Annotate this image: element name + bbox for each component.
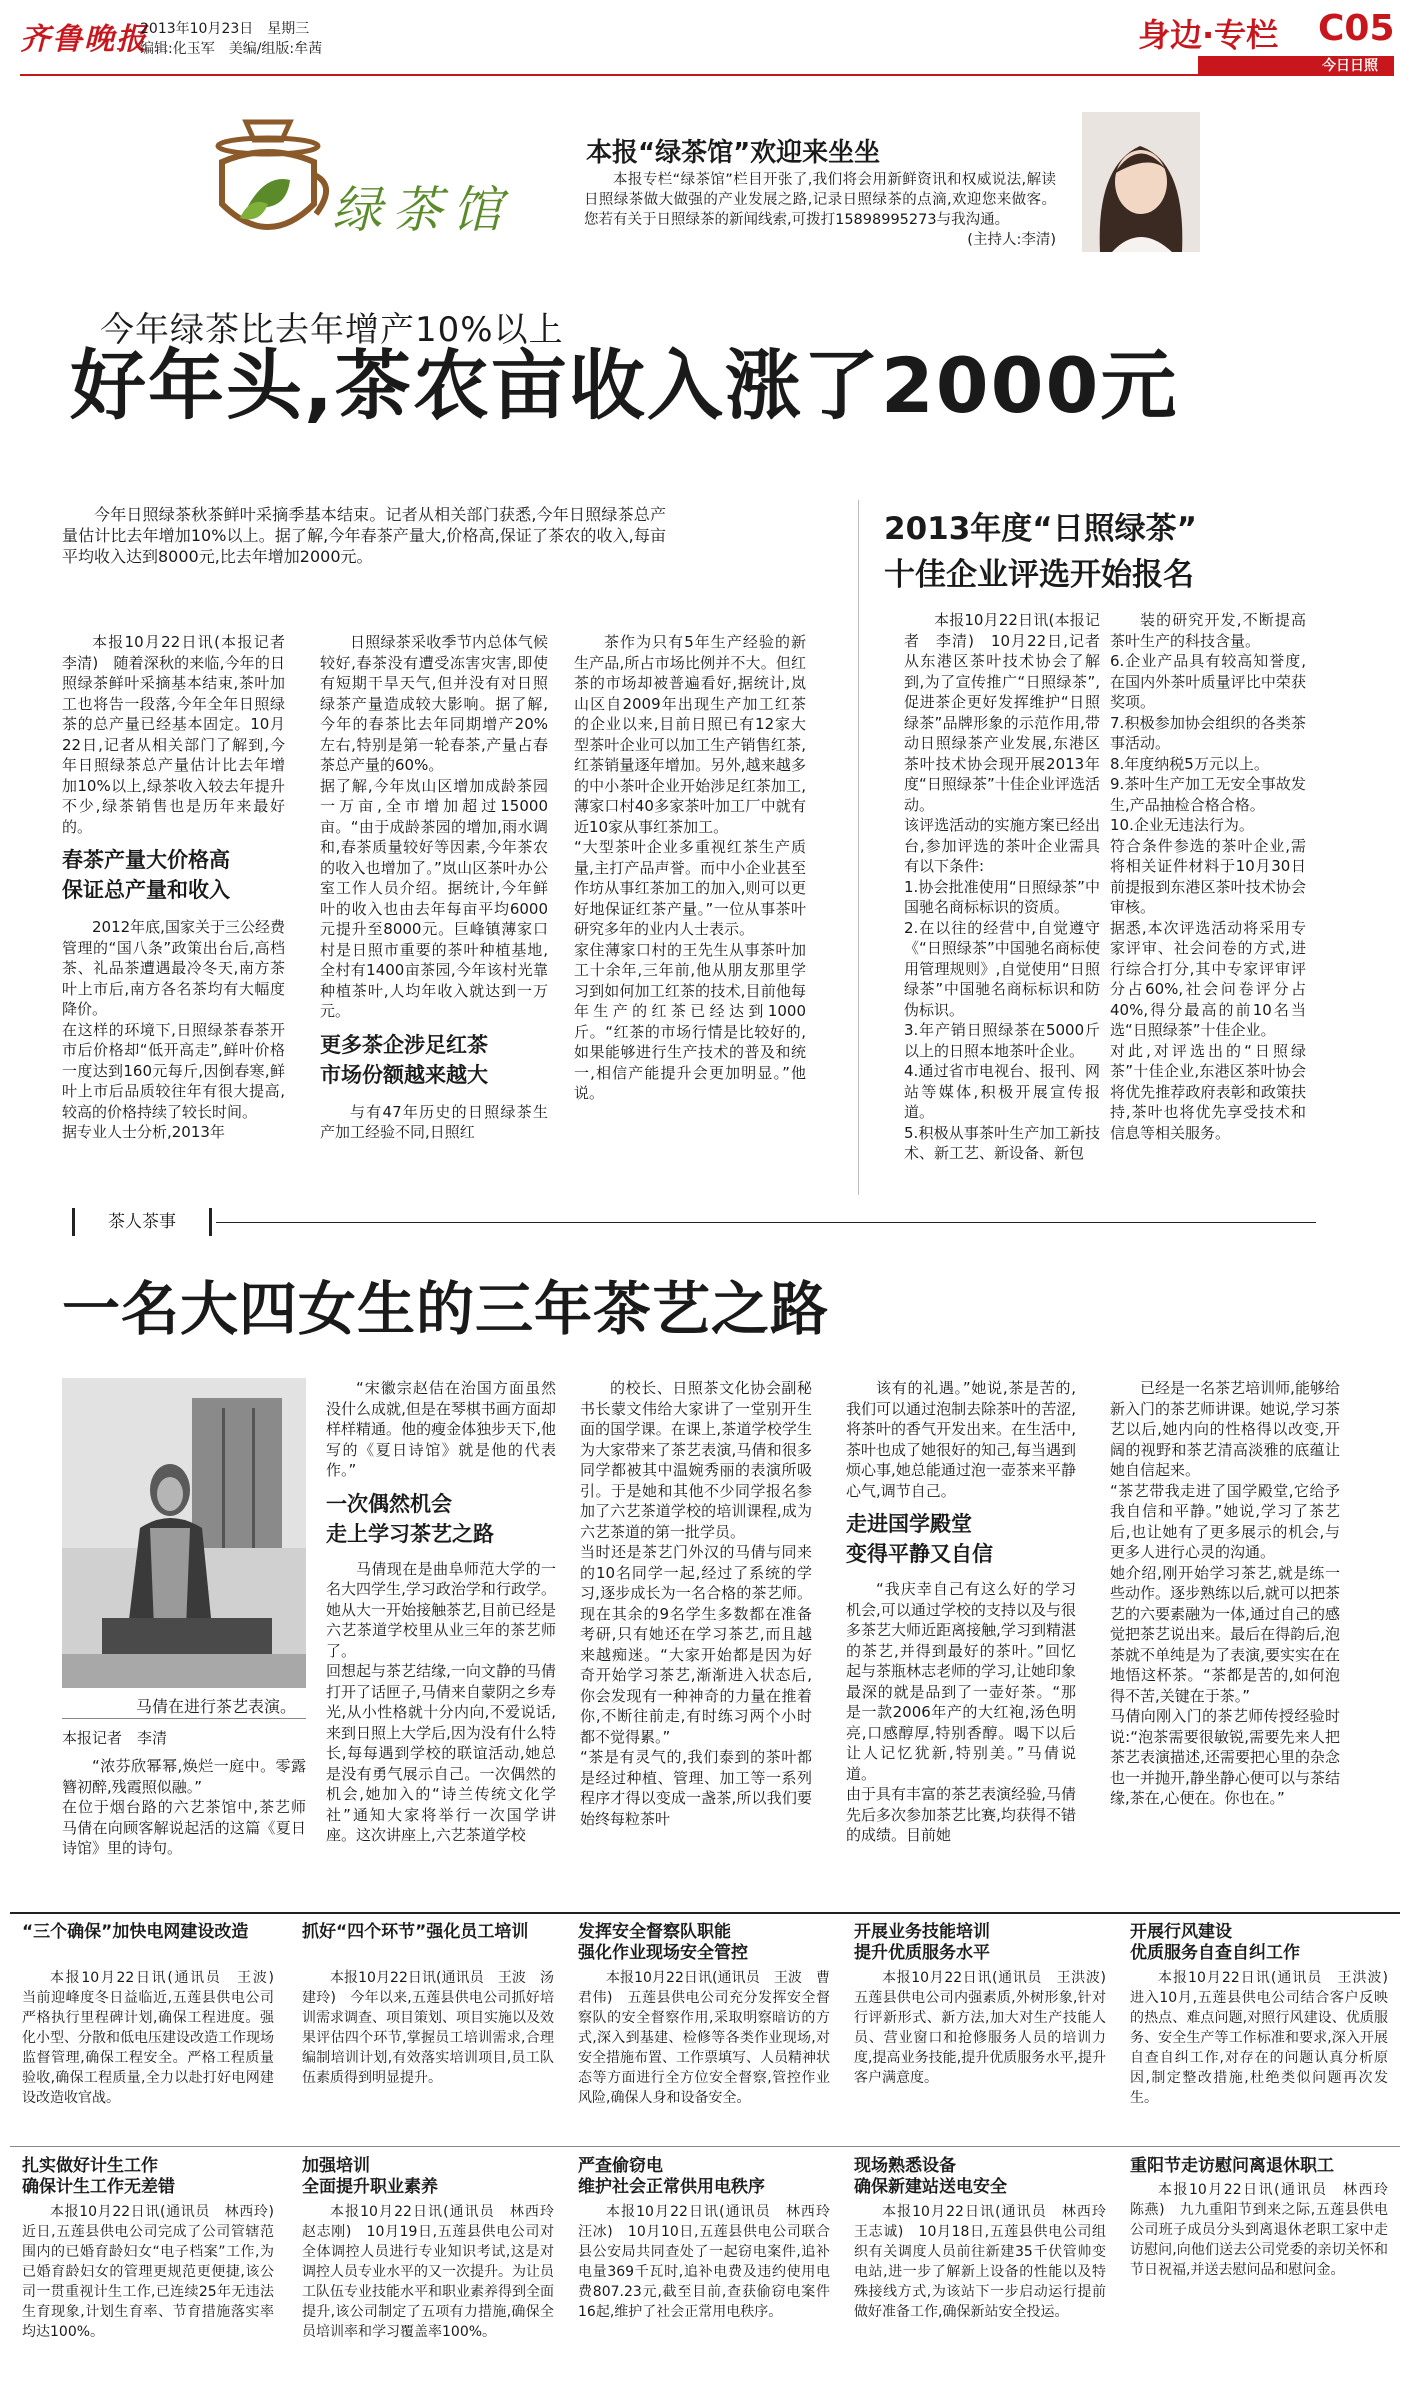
lead-subhead-1: 春茶产量大价格高 保证总产量和收入 bbox=[62, 848, 230, 902]
brief-item bbox=[1130, 1922, 1402, 2134]
column-host: (主持人:李清) bbox=[967, 232, 1056, 248]
side-divider bbox=[858, 500, 859, 1195]
column-intro-text bbox=[584, 170, 1056, 250]
editor-credits: 编辑:化玉军 美编/组版:牟茜 bbox=[140, 41, 323, 57]
brief-body: 本报10月22日讯(通讯员 王洪波) 进入10月,五莲县供电公司结合客户反映的热点、难点问题,对照行风建设、优质服务、安全生产等工作标准和要求,深入开展自查自纠工作,对存在的问题认真分析原因,制定整改措施,杜绝类似问题再次发生。 bbox=[1130, 1970, 1402, 2106]
brief-body: 本报10月22日讯(通讯员 王波 汤建玲) 今年以来,五莲县供电公司抓好培训需求调查、项目策划、项目实施以及效果评估四个环节,掌握员工培训需求,合理编制培训计划,有效落实培训项目,员工队伍素质得到明显提升。 bbox=[302, 1970, 554, 2086]
feature-rule bbox=[216, 1222, 1316, 1223]
brief-title: 发挥安全督察队职能 强化作业现场安全管控 bbox=[578, 1922, 748, 1963]
brief-title: 加强培训 全面提升职业素养 bbox=[302, 2156, 438, 2197]
teapot-icon bbox=[208, 114, 328, 254]
feature-col1-text-a: “宋徽宗赵佶在治国方面虽然没什么成就,但是在琴棋书画方面却样样精通。他的瘦金体独步天下,他写的《夏日诗馆》就是他的代表作。” bbox=[326, 1379, 556, 1479]
brief-body: 本报10月22日讯(通讯员 林西玲 汪冰) 10月10日,五莲县供电公司联合县公安局共同查处了一起窃电案件,追补电量369千瓦时,追补电费及违约使用电费807.23元,截至目前,查获偷窃电案件16起,维护了社会正常用电秩序。 bbox=[578, 2204, 844, 2320]
feature-col3-text-b: “我庆幸自己有这么好的学习机会,可以通过学校的支持以及与很多茶艺大师近距离接触,学习到精湛的茶艺,并得到最好的茶叶。”回忆起与茶瓶林志老师的学习,让她印象最深的就是品到了一壶好茶。“那是一款2006年产的大红袍,汤色明亮,口感醇厚,特别香醇。喝下以后让人记忆犹新,特别美。”马倩说道。 由于具有丰富的茶艺表演经验,马倩先后多次参加茶艺比赛,均获得不错的成绩。目前她 bbox=[846, 1580, 1076, 1844]
brief-body: 本报10月22日讯(通讯员 林西玲 赵志刚) 10月19日,五莲县供电公司对全体调控人员进行专业知识考试,这是对调控人员专业水平的又一次提升。为让员工队伍专业技能水平和职业素养得到全面提升,该公司制定了五项有力措施,确保全员培训率和学习覆盖率100%。 bbox=[302, 2204, 568, 2340]
briefs-row-1 bbox=[10, 1922, 1400, 2137]
lead-col2-text-b: 与有47年历史的日照绿茶生产加工经验不同,日照红 bbox=[320, 1102, 548, 1141]
lead-col3-text: 茶作为只有5年生产经验的新生产品,所占市场比例并不大。但红茶的市场却被普遍看好,据统计,岚山区自2009年出现生产加工红茶的企业以来,目前日照已有12家大型茶叶企业可以加工生产销售红茶,红茶销量逐年增加。另外,越来越多的中小茶叶企业开始涉足红茶加工,薄家口村40多家茶叶加工厂中就有近10家从事红茶加工。 “大型茶叶企业多重视红茶生产质量,主打产品声誉。而中小企业甚至作坊从事红茶加工的加入,则可以更好地保证红茶产量。”一位从事茶叶研究多年的业内人士表示。 家住薄家口村的王先生从事茶叶加工十余年,三年前,他从朋友那里学习到如何加工红茶的技术,目前他每年生产的红茶已经达到1000斤。“红茶的市场行情是比较好的,如果能够进行生产技术的普及和统一,相信产能提升会更加明显。”他说。 bbox=[574, 633, 806, 1102]
side-col2-text: 装的研究开发,不断提高茶叶生产的科技含量。 6.企业产品具有较高知誉度,在国内外茶叶质量评比中荣获奖项。 7.积极参加协会组织的各类茶事活动。 8.年度纳税5万元以上。 9.茶叶生产加工无安全事故发生,产品抽检合格合格。 10.企业无违法行为。 符合条件参选的茶叶企业,需将相关证件材料于10月30日前提报到东港区茶叶技术协会审核。 据悉,本次评选活动将采用专家评审、社会问卷的方式,进行综合打分,其中专家评审评分占60%,社会问卷评分占40%,得分最高的前10名当选“日照绿茶”十佳企业。 对此,对评选出的“日照绿茶”十佳企业,东港区茶叶协会将优先推荐政府表彰和政策扶持,茶叶也将优先享受技术和信息等相关服务。 bbox=[1110, 611, 1306, 1142]
feature-col1-text-b: 马倩现在是曲阜师范大学的一名大四学生,学习政治学和行政学。她从大一开始接触茶艺,目前已经是六艺茶道学校里从业三年的茶艺师了。 回想起与茶艺结缘,一向文静的马倩打开了话匣子,马倩来自蒙阴之乡寿光,从小性格就十分内向,不爱说话,来到日照上大学后,因为没有什么特长,每每遇到学校的联谊活动,她总是没有勇气展示自己。一次偶然的机会,她加入的“诗兰传统文化学社”通知大家将举行一次国学讲座。这次讲座上,六艺茶道学校 bbox=[326, 1559, 556, 1844]
lead-subhead-2: 更多茶企涉足红茶 市场份额越来越大 bbox=[320, 1032, 488, 1087]
brief-title: 开展业务技能培训 提升优质服务水平 bbox=[854, 1922, 990, 1963]
lead-column-3 bbox=[574, 632, 806, 1192]
brief-item bbox=[302, 2156, 568, 2371]
brief-title: “三个确保”加快电网建设改造 bbox=[22, 1922, 249, 1942]
briefs-middle-rule bbox=[10, 2146, 1400, 2147]
issue-date: 2013年10月23日 星期三 bbox=[140, 21, 310, 37]
tea-performance-photo bbox=[62, 1378, 306, 1688]
paper-name-logo: 齐鲁晚报 bbox=[20, 22, 148, 57]
brief-item bbox=[854, 1922, 1120, 2134]
lead-col1-text-b: 2012年底,国家关于三公经费管理的“国八条”政策出台后,高档茶、礼品茶遭遇最冷冬天,南方茶叶上市后,南方各名茶均有大幅度降价。 在这样的环境下,日照绿茶春茶开市后价格却“低开高走”,鲜叶价格一度达到160元每斤,因倒春寒,鲜叶上市后品质较往年有很大提高,较高的价格持续了较长时间。 据专业人士分析,2013年 bbox=[62, 918, 285, 1141]
brief-title: 现场熟悉设备 确保新建站送电安全 bbox=[854, 2156, 1007, 2197]
feature-column-5 bbox=[1110, 1378, 1340, 1902]
photo-caption: 马倩在进行茶艺表演。 bbox=[136, 1697, 297, 1716]
brief-body: 本报10月22日讯(通讯员 林西玲 陈燕) 九九重阳节到来之际,五莲县供电公司班子成员分头到离退休老职工家中走访慰问,向他们送去公司党委的亲切关怀和节日祝福,并送去慰问品和慰问金。 bbox=[1130, 2182, 1402, 2278]
lead-summary: 今年日照绿茶秋茶鲜叶采摘季基本结束。记者从相关部门获悉,今年日照绿茶总产量估计比去年增加10%以上。据了解,今年春茶产量大,价格高,保证了茶农的收入,每亩平均收入达到8000元,比去年增加2000元。 bbox=[62, 505, 666, 566]
brief-title: 开展行风建设 优质服务自查自纠工作 bbox=[1130, 1922, 1300, 1963]
brief-item bbox=[854, 2156, 1120, 2371]
feature-headline: 一名大四女生的三年茶艺之路 bbox=[62, 1275, 830, 1343]
lead-column-2 bbox=[320, 632, 548, 1192]
brief-item bbox=[1130, 2156, 1402, 2371]
brief-title: 重阳节走访慰问离退休职工 bbox=[1130, 2156, 1334, 2176]
brief-title: 严查偷窃电 维护社会正常供用电秩序 bbox=[578, 2156, 765, 2197]
brief-item bbox=[22, 1922, 288, 2134]
brief-body: 本报10月22日讯(通讯员 林西玲) 近日,五莲县供电公司完成了公司管辖范围内的已婚育龄妇女“电子档案”工作,为已婚育龄妇女的管理更规范更便捷,该公司一贯重视计生工作,已连续25年无违法生育现象,计划生育率、节育措施落实率均达100%。 bbox=[22, 2204, 288, 2340]
section-name: 身边·专栏 bbox=[1138, 16, 1279, 54]
feature-lead-text: “浓芬欣幂幂,焕烂一庭中。零露簪初醉,残霞照似融。” 在位于烟台路的六艺茶馆中,茶艺师马倩在向顾客解说起活的这篇《夏日诗馆》里的诗句。 bbox=[62, 1757, 306, 1857]
side-column-1 bbox=[904, 610, 1100, 1195]
feature-subhead-1: 一次偶然机会 走上学习茶艺之路 bbox=[326, 1491, 494, 1546]
lead-col1-text-a: 本报10月22日讯(本报记者 李清) 随着深秋的来临,今年的日照绿茶鲜叶采摘基本结束,茶叶加工也将告一段落,今年全年日照绿茶的总产量已经基本固定。10月22日,记者从相关部门了解到,今年日照绿茶总产量估计比去年增加10%以上,绿茶收入较去年提升不少,绿茶销售也是历年来最好的。 bbox=[62, 633, 301, 836]
masthead-rule bbox=[20, 74, 1200, 76]
lead-col2-text-a: 日照绿茶采收季节内总体气候较好,春茶没有遭受冻害灾害,即使有短期干旱天气,但并没有对日照绿茶产量造成较大影响。据了解,今年的春茶比去年同期增产20%左右,特别是第一轮春茶,产量占春茶总产量的60%。 据了解,今年岚山区增加成龄茶园一万亩,全市增加超过15000亩。“由于成龄茶园的增加,雨水调和,春茶质量较好等因素,今年茶农的收入也增加了。”岚山区茶叶办公室工作人员介绍。据统计,今年鲜叶的收入也由去年每亩平均6000元提升至8000元。巨峰镇薄家口村是日照市重要的茶叶种植基地,全村有1400亩茶园,今年该村光靠种植茶叶,人均年收入就达到一万元。 bbox=[320, 633, 548, 1020]
brief-item bbox=[578, 1922, 830, 2134]
feature-column-2 bbox=[326, 1378, 556, 1902]
feature-column-1 bbox=[62, 1726, 306, 1902]
brief-title: 抓好“四个环节”强化员工培训 bbox=[302, 1922, 529, 1942]
briefs-row-2 bbox=[10, 2156, 1400, 2371]
side-col1-text: 本报10月22日讯(本报记者 李清) 10月22日,记者从东港区茶叶技术协会了解到,为了宣传推广“日照绿茶”,促进茶企更好发挥维护“日照绿茶”品牌形象的示范作用,带动日照绿茶产业发展,东港区茶叶技术协会现开展2013年度“日照绿茶”十佳企业评选活动。 该评选活动的实施方案已经出台,参加评选的茶叶企业需具有以下条件: 1.协会批准使用“日照绿茶”中国驰名商标标识的资质。 2.在以往的经营中,自觉遵守《“日照绿茶”中国驰名商标使用管理规则》,自觉使用“日照绿茶”中国驰名商标标识和防伪标识。 3.年产销日照绿茶在5000斤以上的日照本地茶叶企业。 4.通过省市电视台、报刊、网站等媒体,积极开展宣传报道。 5.积极从事茶叶生产加工新技术、新工艺、新设备、新包 bbox=[904, 611, 1100, 1162]
feature-col3-text-a: 该有的礼遇。”她说,茶是苦的,我们可以通过泡制去除茶叶的苦涩,将茶叶的香气开发出来。在生活中,茶叶也成了她很好的知己,每当遇到烦心事,她总能通过泡一壶茶来平静心气,调节自己。 bbox=[846, 1379, 1076, 1500]
brief-item bbox=[578, 2156, 844, 2371]
feature-col2-text: 的校长、日照茶文化协会副秘书长蒙文伟给大家讲了一堂别开生面的国学课。在课上,茶道学校学生为大家带来了茶艺表演,马倩和很多同学都被其中温婉秀丽的表演所吸引。于是她和其他不少同学报名参加了六艺茶道学校的培训课程,成为六艺茶道的第一批学员。 当时还是茶艺门外汉的马倩与同来的10名同学一起,经过了系统的学习,逐步成长为一名合格的茶艺师。现在其余的9名学生多数都在准备考研,只有她还在学习茶艺,而且越来越痴迷。“大家开始都是因为好奇开始学习茶艺,渐渐进入状态后,你会发现有一种神奇的力量在推着你,不断往前走,有时练习两个小时都不觉得累。” “茶是有灵气的,我们泰到的茶叶都是经过种植、管理、加工等一系列程序才得以变成一盏茶,所以我们要始终每粒茶叶 bbox=[580, 1379, 812, 1828]
column-intro-body: 本报专栏“绿茶馆”栏目开张了,我们将会用新鲜资讯和权威说法,解读日照绿茶做大做强的产业发展之路,记录日照绿茶的点滴,欢迎您来做客。您若有关于日照绿茶的新闻线索,可拨打15898995273与我沟通。 bbox=[584, 172, 1056, 228]
edition-badge: 今日日照 bbox=[1198, 56, 1394, 76]
brief-body: 本报10月22日讯(通讯员 王波 曹君伟) 五莲县供电公司充分发挥安全督察队的安全督察作用,采取明察暗访的方式,深入到基建、检修等各类作业现场,对安全措施布置、工作票填写、人员精神状态等方面进行全方位安全督察,管控作业风险,确保人身和设备安全。 bbox=[578, 1970, 830, 2106]
column-intro-title: 本报“绿茶馆”欢迎来坐坐 bbox=[586, 138, 881, 168]
host-portrait bbox=[1082, 112, 1200, 252]
lead-kicker: 今年绿茶比去年增产10%以上 bbox=[100, 310, 564, 350]
brief-title: 扎实做好计生工作 确保计生工作无差错 bbox=[22, 2156, 175, 2197]
masthead bbox=[0, 0, 1409, 75]
caption-rule bbox=[62, 1718, 306, 1719]
feature-col4-text: 已经是一名茶艺培训师,能够给新入门的茶艺师讲课。她说,学习茶艺以后,她内向的性格得以改变,开阔的视野和茶艺清高淡雅的底蕴让她自信起来。 “茶艺带我走进了国学殿堂,它给予我自信和平静。”她说,学习了茶艺后,也让她有了更多展示的机会,与更多人进行心灵的沟通。 她介绍,刚开始学习茶艺,就是练一些动作。逐步熟练以后,就可以把茶艺的六要素融为一体,通过自己的感觉把茶艺说出来。最后在得韵后,泡茶就不单纯是为了表演,要实实在在地悟这杯茶。“茶都是苦的,如何泡得不苦,关键在于茶。” 马倩向刚入门的茶艺师传授经验时说:“泡茶需要很敏锐,需要先来人把茶艺表演描述,还需要把心里的杂念也一并抛开,静坐静心便可以与茶结缘,茶在,心便在。你也在。” bbox=[1110, 1379, 1340, 1807]
brief-item bbox=[302, 1922, 554, 2134]
lead-column-1 bbox=[62, 632, 301, 1192]
feature-column-label: 茶人茶事 bbox=[72, 1208, 212, 1236]
side-title: 2013年度“日照绿茶” 十佳企业评选开始报名 bbox=[884, 511, 1198, 593]
briefs-top-rule bbox=[10, 1912, 1400, 1914]
feature-column-3 bbox=[580, 1378, 812, 1902]
side-column-2 bbox=[1110, 610, 1306, 1195]
page-number: C05 bbox=[1318, 8, 1395, 49]
feature-column-4 bbox=[846, 1378, 1076, 1902]
feature-subhead-2: 走进国学殿堂 变得平静又自信 bbox=[846, 1512, 993, 1566]
brief-body: 本报10月22日讯(通讯员 林西玲 王志诚) 10月18日,五莲县供电公司组织有关调度人员前往新建35千伏管帅变电站,进一步了解新上设备的性能以及特殊接线方式,为该站下一步启动运行提前做好准备工作,确保新站安全投运。 bbox=[854, 2204, 1120, 2320]
brief-body: 本报10月22日讯(通讯员 王波) 当前迎峰度冬日益临近,五莲县供电公司严格执行里程碑计划,确保工程进度。强化小型、分散和低电压建设改造工作现场监督管理,确保工程安全。严格工程质量验收,确保工程质量,全力以赴打好电网建设改造收官战。 bbox=[22, 1970, 288, 2106]
brief-body: 本报10月22日讯(通讯员 王洪波) 五莲县供电公司内强素质,外树形象,针对行评新形式、新方法,加大对生产技能人员、营业窗口和抢修服务人员的培训力度,提高业务技能,提升优质服务水平,提升客户满意度。 bbox=[854, 1970, 1120, 2086]
brief-item bbox=[22, 2156, 288, 2371]
lead-headline: 好年头,茶农亩收入涨了2000元 bbox=[70, 341, 1179, 430]
feature-byline: 本报记者 李清 bbox=[62, 1729, 168, 1747]
column-logo-text: 绿茶馆 bbox=[332, 181, 512, 239]
